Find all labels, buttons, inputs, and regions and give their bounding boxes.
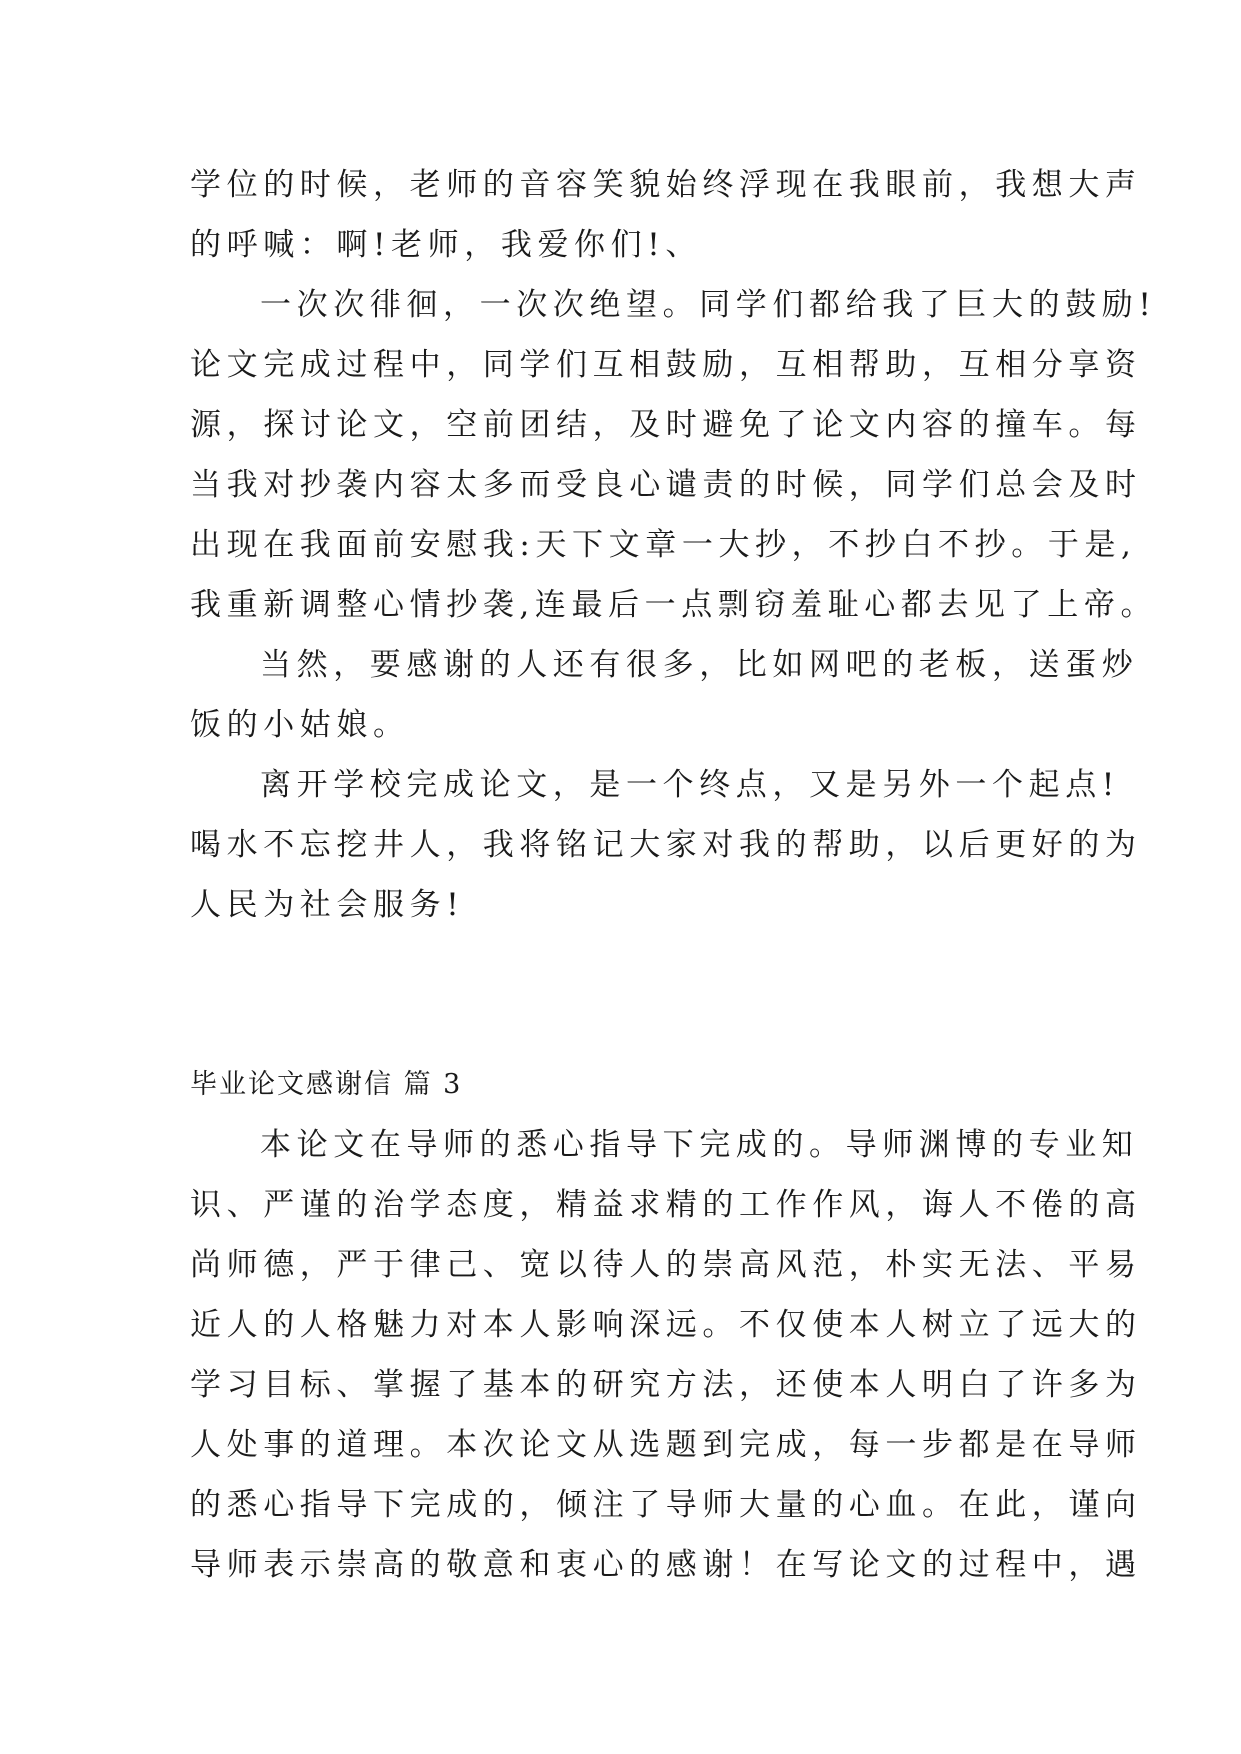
text-line: 本论文在导师的悉心指导下完成的。导师渊博的专业知 [260,1127,1139,1163]
text-line: 的呼喊：啊!老师，我爱你们!、 [190,227,702,263]
text-line: 导师表示崇高的敬意和衷心的感谢！在写论文的过程中，遇 [190,1547,1142,1583]
text-line: 饭的小姑娘。 [190,707,410,743]
document-page [190,155,1158,1595]
paragraph-advisor [190,1115,1142,1595]
text-line: 尚师德，严于律己、宽以待人的崇高风范，朴实无法、平易 [190,1247,1142,1283]
text-line: 一次次徘徊，一次次绝望。同学们都给我了巨大的鼓励! [260,287,1157,323]
text-line: 人处事的道理。本次论文从选题到完成，每一步都是在导师 [190,1427,1142,1463]
text-line: 当然，要感谢的人还有很多，比如网吧的老板，送蛋炒 [260,647,1139,683]
paragraph-teachers-end [190,155,1142,275]
text-line: 离开学校完成论文，是一个终点，又是另外一个起点! [260,767,1120,803]
text-line: 学习目标、掌握了基本的研究方法，还使本人明白了许多为 [190,1367,1142,1403]
paragraph-closing [190,755,1142,935]
text-line: 人民为社会服务! [190,887,465,923]
text-line: 学位的时候，老师的音容笑貌始终浮现在我眼前，我想大声 [190,167,1142,203]
text-line: 出现在我面前安慰我:天下文章一大抄，不抄白不抄。于是, [190,527,1137,563]
text-line: 论文完成过程中，同学们互相鼓励，互相帮助，互相分享资 [190,347,1142,383]
paragraph-classmates [190,275,1158,635]
text-line: 识、严谨的治学态度，精益求精的工作作风，诲人不倦的高 [190,1187,1142,1223]
paragraph-others [190,635,1139,755]
section-spacer [190,935,1060,1055]
text-line: 喝水不忘挖井人，我将铭记大家对我的帮助，以后更好的为 [190,827,1142,863]
text-line: 的悉心指导下完成的，倾注了导师大量的心血。在此，谨向 [190,1487,1142,1523]
text-line: 当我对抄袭内容太多而受良心谴责的时候，同学们总会及时 [190,467,1142,503]
text-line: 我重新调整心情抄袭,连最后一点剽窃羞耻心都去见了上帝。 [190,587,1158,623]
text-line: 近人的人格魅力对本人影响深远。不仅使本人树立了远大的 [190,1307,1142,1343]
section-heading: 毕业论文感谢信 篇 3 [190,1069,463,1100]
text-line: 源，探讨论文，空前团结，及时避免了论文内容的撞车。每 [190,407,1142,443]
